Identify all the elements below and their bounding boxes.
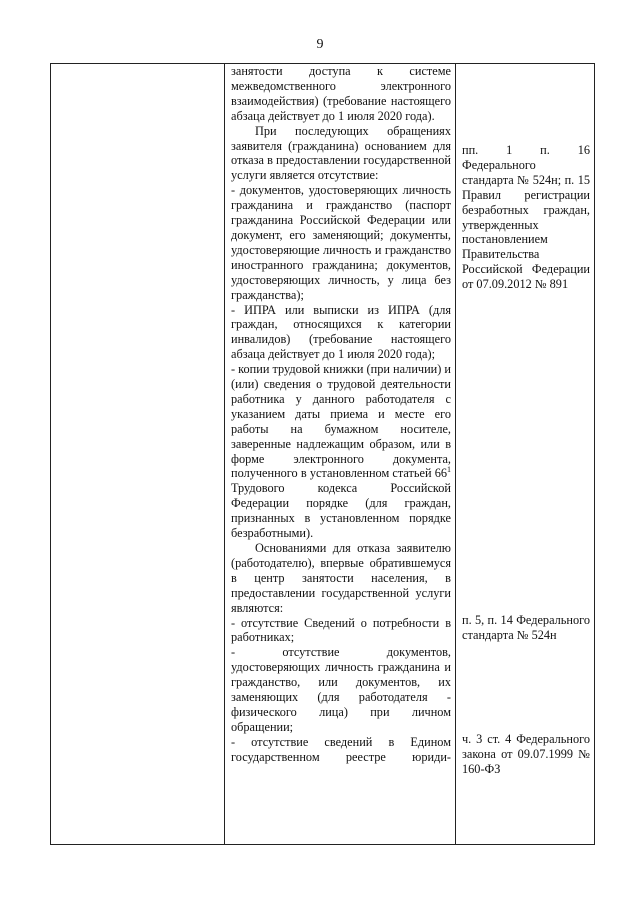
- employment-record-text: - копии трудовой книжки (при наличии) и (или) сведения о трудовой деятельности работника у данного работодателя с указанием даты приема и месте его работы на бумажном носителе, заверенные надлежащим образом, или в форме электронного документа, полученного в установленном статьей 66: [231, 362, 451, 481]
- table-row: [51, 64, 595, 845]
- paragraph-identity-documents: - документов, удостоверяющих личность гражданина и гражданство (паспорт гражданина Российской Федерации или документ, его заменяющий; документы, удостоверяющие личность и гражданство иностранного гражданина; документов, удостоверяющих личность, у лица без гражданства);: [231, 183, 451, 302]
- conditions-text-cell: [225, 64, 456, 845]
- empty-column-cell: [51, 64, 225, 845]
- paragraph-repeat-refusal-grounds: При последующих обращениях заявителя (гражданина) основанием для отказа в предоставлении государственной услуги является отсутствие:: [231, 123, 451, 183]
- document-table: [50, 63, 595, 845]
- paragraph-state-register: - отсутствие сведений в Едином государственном реестре юриди-: [231, 734, 451, 764]
- legal-basis-cell: [456, 64, 595, 845]
- paragraph-no-identity-docs: - отсутствие документов, удостоверяющих личность гражданина и гражданство, или документов, их заменяющих (для работодателя - физического лица) при личном обращении;: [231, 645, 451, 734]
- paragraph-continuation: занятости доступа к системе межведомственного электронного взаимодействия) (требование настоящего абзаца действует до 1 июля 2020 года).: [231, 64, 451, 123]
- article-superscript: 1: [447, 465, 451, 475]
- reference-524n-p14: п. 5, п. 14 Федерального стандарта № 524н: [462, 613, 590, 642]
- page-number: 9: [316, 37, 324, 52]
- reference-160fz: ч. 3 ст. 4 Федерального закона от 09.07.1999 № 160-ФЗ: [462, 732, 590, 776]
- paragraph-employer-refusal-grounds: Основаниями для отказа заявителю (работодателю), впервые обратившемуся в центр занятости населения, в предоставлении государственной услуги являются:: [231, 541, 451, 615]
- paragraph-employment-record: [225, 362, 455, 541]
- paragraph-ipra: - ИПРА или выписки из ИПРА (для граждан, относящихся к категории инвалидов) (требование настоящего абзаца действует до 1 июля 2020 года);: [231, 302, 451, 362]
- reference-524n-891: пп. 1 п. 16 Федерального стандарта № 524н; п. 15 Правил регистрации безработных граждан, утвержденных постановлением Правительства Российской Федерации от 07.09.2012 № 891: [462, 143, 590, 292]
- employment-record-text-after: Трудового кодекса Российской Федерации порядке (для граждан, признанных в установленном порядке безработными).: [231, 481, 451, 541]
- paragraph-no-demand-info: - отсутствие Сведений о потребности в работниках;: [231, 615, 451, 645]
